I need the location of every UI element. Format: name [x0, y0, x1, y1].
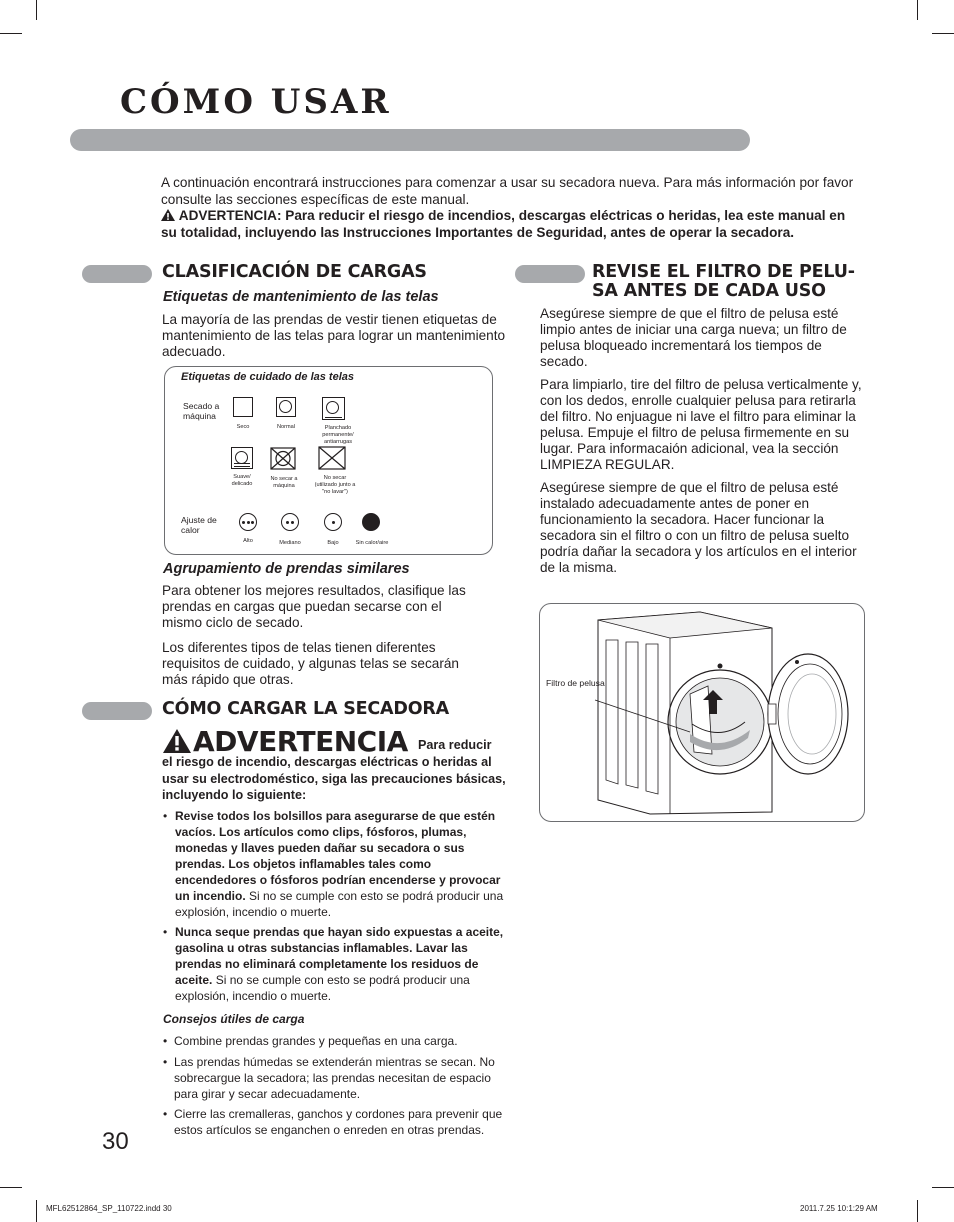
intro-paragraph: A continuación encontrará instrucciones para comenzar a usar su secadora nueva. Para más información por favor consulte las secciones específicas de este manual. [161, 175, 854, 207]
filter-paragraph-3: Asegúrese siempre de que el filtro de pelusa esté instalado adecuadamente antes de poner en funcionamiento la secadora. Hacer funcionar la secadora sin el filtro o con un filtro de pelusa suelto podría dañar la secadora y los artículos en el interior de la misma. [540, 480, 857, 575]
do-not-dry-icon [318, 446, 346, 470]
tip-text: Las prendas húmedas se extenderán mientras se secan. No sobrecargue la secadora; las prendas necesitan de espacio para girar y secar adecuadamente. [174, 1055, 495, 1101]
filter-paragraph-1: Asegúrese siempre de que el filtro de pelusa esté limpio antes de iniciar una carga nueva; un filtro de pelusa bloqueado incrementará los tiempos de secado. [540, 306, 847, 369]
permanent-press-caption: Planchado permanente/ antiarrugas [322, 425, 354, 445]
footer-file-info: MFL62512864_SP_110722.indd 30 [46, 1204, 172, 1213]
crop-mark [0, 1187, 22, 1188]
normal-caption: Normal [276, 424, 296, 430]
tip-item: • Cierre las cremalleras, ganchos y cordones para prevenir que estos artículos se enganchen o enreden en otras prendas. [163, 1106, 513, 1138]
permanent-press-icon [322, 397, 345, 420]
do-not-tumble-caption: No secar a máquina [270, 476, 298, 489]
tip-text: Combine prendas grandes y pequeñas en una carga. [174, 1034, 458, 1048]
page-title: CÓMO USAR [120, 82, 392, 122]
lint-filter-callout: Filtro de pelusa [546, 678, 605, 688]
section-marker [82, 702, 152, 720]
load-heading: CÓMO CARGAR LA SECADORA [162, 699, 449, 719]
filter-heading [592, 263, 855, 301]
grouping-paragraph-2: Los diferentes tipos de telas tienen diferentes requisitos de cuidado, y algunas telas se secarán más rápido que otras. [162, 640, 459, 687]
section-marker [515, 265, 585, 283]
low-caption: Bajo [327, 540, 339, 546]
care-chart-title: Etiquetas de cuidado de las telas [181, 371, 354, 383]
do-not-dry-caption: No secar (utilizado junto a "no lavar") [314, 475, 356, 495]
section-marker [82, 265, 152, 283]
no-heat-icon [362, 513, 380, 531]
tip-text: Cierre las cremalleras, ganchos y cordones para prevenir que estos artículos se enganchen o enreden en otras prendas. [174, 1107, 503, 1137]
machine-dry-label: Secado a máquina [183, 401, 220, 421]
warning-text: el riesgo de incendio, descargas eléctricas o heridas al usar su electrodoméstico, siga las precauciones básicas, incluyendo lo siguiente: [162, 755, 506, 802]
delicate-icon [231, 447, 253, 469]
bullet-oil: • Nunca seque prendas que hayan sido expuestas a aceite, gasolina u otras substancias inflamables. Lavar las prendas no eliminará completamente los residuos de aceite. Si no se cumple con esto se podrá producir una explosión, incendio o muerte. [163, 925, 504, 1003]
crop-mark [36, 0, 37, 20]
footer-timestamp: 2011.7.25 10:1:29 AM [800, 1204, 878, 1213]
dry-icon [233, 397, 253, 417]
normal-dry-icon [276, 397, 296, 417]
warning-text-start: Para reducir [418, 738, 492, 752]
no-heat-caption: Sin calor/aire [355, 540, 389, 546]
crop-mark [0, 33, 22, 34]
dry-caption: Seco [236, 424, 250, 430]
filter-heading-line1: REVISE EL FILTRO DE PELU- [592, 262, 855, 282]
medium-heat-icon [281, 513, 299, 531]
dryer-illustration [540, 604, 862, 820]
tip-item: • Combine prendas grandes y pequeñas en una carga. [163, 1033, 513, 1049]
bullet-oil-bold: Nunca seque prendas que hayan sido expuestas a aceite, gasolina u otras substancias inflamables. Lavar las prendas no eliminará completamente los residuos de aceite. [175, 925, 504, 987]
filter-paragraph-2: Para limpiarlo, tire del filtro de pelusa verticalmente y, con los dedos, enrolle cualquier pelusa para retirarla del filtro. No enjuague ni lave el filtro para eliminar la pelusa. Empuje el filtro de pelusa firmemente en su lugar. Para informacaión adicional, vea la sección LIMPIEZA REGULAR. [540, 377, 862, 472]
delicate-caption: Suave/ delicado [231, 474, 253, 487]
grouping-subheading: Agrupamiento de prendas similares [163, 561, 410, 577]
tips-title: Consejos útiles de carga [163, 1012, 305, 1026]
title-bar [70, 129, 750, 151]
sort-heading: CLASIFICACIÓN DE CARGAS [162, 262, 427, 282]
bullet-pockets: • Revise todos los bolsillos para asegurarse de que estén vacíos. Los artículos como clips, fósforos, plumas, monedas y llaves pueden dañar su secadora o sus prendas. Los objetos inflamables tales como encendedores o fósforos podrían encenderse y provocar un incendio. Si no se cumple con esto se podrá producir una explosión, incendio o muerte. [163, 809, 504, 919]
tip-item: • Las prendas húmedas se extenderán mientras se secan. No sobrecargue la secadora; las prendas necesitan de espacio para girar y secar adecuadamente. [163, 1054, 513, 1102]
grouping-paragraph-1: Para obtener los mejores resultados, clasifique las prendas en cargas que puedan secarse con el mismo ciclo de secado. [162, 583, 466, 630]
intro-text [161, 175, 861, 241]
crop-mark [917, 0, 918, 20]
high-heat-icon [239, 513, 257, 531]
intro-warning: ADVERTENCIA: Para reducir el riesgo de incendios, descargas eléctricas o heridas, lea este manual en su totalidad, incluyendo las Instrucciones Importantes de Seguridad, antes de operar la secadora. [161, 208, 846, 240]
filter-heading-line2: SA ANTES DE CADA USO [592, 281, 826, 301]
high-caption: Alto [243, 538, 253, 544]
bullet-pockets-rest: Si no se cumple con esto se podrá producir una explosión, incendio o muerte. [175, 889, 504, 919]
crop-mark [932, 33, 954, 34]
page-number: 30 [102, 1128, 129, 1155]
crop-mark [917, 1200, 918, 1222]
fabric-labels-subheading: Etiquetas de mantenimiento de las telas [163, 289, 439, 305]
heat-setting-label: Ajuste de calor [181, 515, 217, 535]
warning-title: ADVERTENCIA [193, 725, 408, 758]
crop-mark [36, 1200, 37, 1222]
fabric-labels-paragraph: La mayoría de las prendas de vestir tienen etiquetas de mantenimiento de las telas para lograr un mantenimiento adecuado. [162, 312, 506, 359]
low-heat-icon [324, 513, 342, 531]
warning-icon [161, 209, 175, 221]
crop-mark [932, 1187, 954, 1188]
bullet-oil-rest: Si no se cumple con esto se podrá producir una explosión, incendio o muerte. [175, 973, 470, 1003]
medium-caption: Mediano [279, 540, 301, 546]
do-not-tumble-dry-icon [270, 447, 296, 470]
warning-triangle-icon [163, 729, 191, 753]
bullet-pockets-bold: Revise todos los bolsillos para asegurarse de que estén vacíos. Los artículos como clips, fósforos, plumas, monedas y llaves pueden dañar su secadora o sus prendas. Los objetos inflamables tales como encendedores o fósforos podrían encenderse y provocar un incendio. [175, 809, 501, 903]
